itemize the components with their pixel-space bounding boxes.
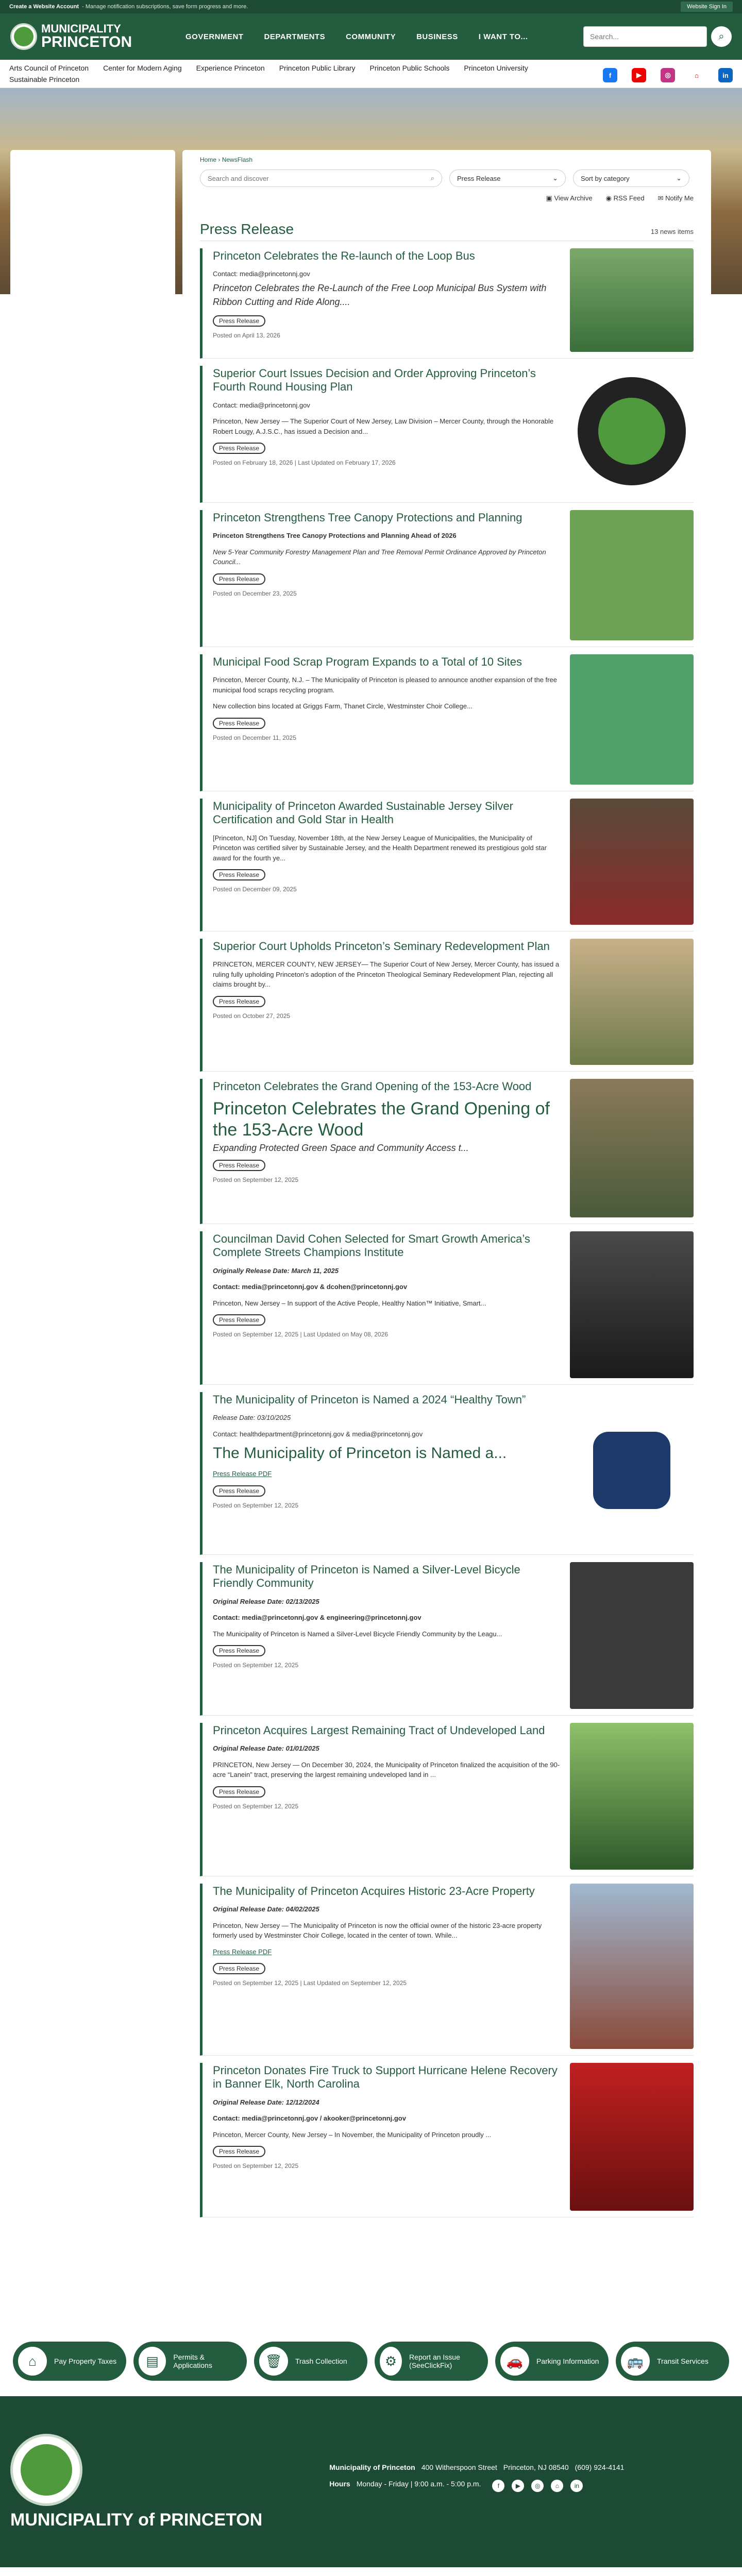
create-account-link[interactable]: Create a Website Account (9, 4, 79, 10)
nextdoor-icon[interactable]: ⌂ (551, 2480, 563, 2492)
news-item (200, 1079, 694, 1224)
service-transit[interactable]: 🚌 Transit Services (616, 2342, 729, 2381)
press-release-tag[interactable]: Press Release (213, 1786, 265, 1798)
news-title[interactable]: The Municipality of Princeton is Named a 2024 “Healthy Town” (213, 1393, 526, 1406)
tree-canopy-map-image[interactable] (570, 510, 694, 640)
linkedin-icon[interactable]: in (570, 2480, 583, 2492)
news-line: Original Release Date: 04/02/2025 (213, 1905, 319, 1913)
press-release-tag[interactable]: Press Release (213, 718, 265, 729)
news-item (200, 1884, 694, 2056)
posted-date: Posted on December 09, 2025 (213, 886, 297, 893)
sort-select[interactable]: Sort by category ⌄ (573, 170, 689, 187)
news-search-input[interactable]: Search and discover ⌕ (200, 170, 442, 187)
press-release-tag[interactable]: Press Release (213, 1485, 265, 1497)
news-line: [Princeton, NJ] On Tuesday, November 18th, at the New Jersey League of Municipalities, the Municipality of Princeton was certified silver by Sustainable Jersey, and the Health Department renewed its prestigious gold star award for the fourth ye... (213, 834, 547, 862)
news-line: Original Release Date: 02/13/2025 (213, 1597, 319, 1605)
news-item (200, 1562, 694, 1716)
youtube-icon[interactable]: ▶ (512, 2480, 524, 2492)
top-banner (0, 0, 742, 13)
news-title[interactable]: The Municipality of Princeton Acquires Historic 23-Acre Property (213, 1885, 535, 1897)
news-image[interactable] (570, 248, 694, 352)
forest-photo[interactable] (570, 1723, 694, 1870)
news-line: Princeton, Mercer County, New Jersey – In November, the Municipality of Princeton proudly ... (213, 2130, 492, 2139)
press-release-tag[interactable]: Press Release (213, 869, 265, 880)
public-health-logo[interactable] (570, 1392, 694, 1548)
view-archive-link[interactable]: ▣ View Archive (546, 194, 593, 202)
quick-link[interactable]: Center for Modern Aging (103, 64, 182, 72)
news-line: The Municipality of Princeton is Named a Silver-Level Bicycle Friendly Community by the Leagu... (213, 1630, 502, 1638)
search-icon: ⌕ (430, 174, 434, 182)
service-shortcuts (0, 2329, 742, 2396)
posted-date: Posted on October 27, 2025 (213, 1012, 291, 1020)
logo-line2: PRINCETON (41, 33, 132, 50)
press-release-tag[interactable]: Press Release (213, 1160, 265, 1171)
posted-date: Posted on April 13, 2026 (213, 331, 280, 339)
posted-date: Posted on September 12, 2025 (213, 1802, 299, 1810)
bell-icon: ✉ (657, 194, 666, 202)
car-icon: 🚗 (500, 2347, 529, 2376)
nav-i-want-to[interactable]: I WANT TO... (478, 32, 528, 41)
gear-icon: ⚙ (380, 2347, 402, 2376)
service-parking[interactable]: 🚗 Parking Information (495, 2342, 609, 2381)
news-line: Princeton, Mercer County, N.J. – The Municipality of Princeton is pleased to announce another expansion of the free municipal food scraps recycling program. (213, 676, 557, 694)
nextdoor-icon[interactable]: ⌂ (689, 68, 704, 82)
news-title[interactable]: Princeton Celebrates the Re-launch of the Loop Bus (213, 249, 475, 262)
news-line: The Municipality of Princeton is Named a... (213, 1445, 507, 1462)
service-pay-property-taxes[interactable]: ⌂ Pay Property Taxes (13, 2342, 126, 2381)
news-line: Originally Release Date: March 11, 2025 (213, 1266, 339, 1275)
posted-date: Posted on December 23, 2025 (213, 589, 297, 597)
sidebar (10, 150, 175, 2309)
posted-date: Posted on September 12, 2025 | Last Updated on September 12, 2025 (213, 1979, 407, 1987)
quick-links-bar (0, 60, 742, 88)
trash-icon: 🗑 (259, 2347, 288, 2376)
footer-phone[interactable]: (609) 924-4141 (575, 2463, 625, 2471)
footer-name: Municipality of Princeton (329, 2463, 415, 2471)
rss-icon: ◉ (605, 194, 614, 202)
press-release-tag[interactable]: Press Release (213, 443, 265, 454)
news-line: Contact: media@princetonnj.gov (213, 401, 310, 409)
news-line: PRINCETON, MERCER COUNTY, NEW JERSEY— The Superior Court of New Jersey, Mercer County, has issued a ruling fully upholding Princeton’s adoption of the Princeton Theological Seminary Redevelopment Plan, rejecting all claims brought by... (213, 960, 560, 989)
clipboard-icon: ▤ (139, 2347, 166, 2376)
bike-lane-photo[interactable] (570, 1562, 694, 1709)
news-line: Princeton, New Jersey — The Municipality of Princeton is now the official owner of the historic 23-acre property formerly used by Westminster Choir College, located in the center of town. While... (213, 1921, 542, 1940)
quick-link[interactable]: Experience Princeton (196, 64, 265, 72)
posted-date: Posted on September 12, 2025 (213, 2162, 299, 2170)
nav-departments[interactable]: DEPARTMENTS (264, 32, 326, 41)
news-line: PRINCETON, New Jersey — On December 30, 2024, the Municipality of Princeton finalized the acquisition of the 90-acre “Lanein” tract, preserving the largest remaining undeveloped land in ... (213, 1760, 560, 1779)
news-line: Original Release Date: 12/12/2024 (213, 2098, 319, 2106)
news-line: New 5-Year Community Forestry Management Plan and Tree Removal Permit Ordinance Approved by Princeton Council... (213, 548, 546, 566)
nav-community[interactable]: COMMUNITY (346, 32, 396, 41)
page-title: Press Release (200, 221, 294, 237)
pdf-link[interactable]: Press Release PDF (213, 1470, 272, 1478)
breadcrumb: Home › NewsFlash (200, 156, 253, 163)
posted-date: Posted on December 11, 2025 (213, 734, 296, 741)
breadcrumb-home[interactable]: Home (200, 156, 217, 163)
news-line: Princeton Celebrates the Grand Opening of the 153-Acre Wood (213, 1099, 550, 1140)
historic-building-photo[interactable] (570, 1884, 694, 2049)
site-logo[interactable] (10, 23, 180, 50)
instagram-icon[interactable]: ◎ (531, 2480, 544, 2492)
quick-link[interactable]: Sustainable Princeton (9, 75, 80, 83)
news-item (200, 510, 694, 647)
news-line: Release Date: 03/10/2025 (213, 1414, 291, 1422)
news-line: Contact: media@princetonnj.gov & engineering@princetonnj.gov (213, 1614, 421, 1622)
instagram-icon[interactable]: ◎ (661, 68, 675, 82)
news-line: New collection bins located at Griggs Farm, Thanet Circle, Westminster Choir College... (213, 702, 473, 710)
facebook-icon[interactable]: f (603, 68, 617, 82)
news-item (200, 654, 694, 791)
news-item (200, 799, 694, 931)
bus-icon: 🚌 (621, 2347, 650, 2376)
news-item (200, 939, 694, 1072)
house-dollar-icon: ⌂ (18, 2347, 47, 2376)
seminary-rendering-image[interactable] (570, 939, 694, 1065)
news-item (200, 1231, 694, 1385)
news-item (200, 2063, 694, 2217)
banner-subtitle: - Manage notification subscriptions, save form progress and more. (82, 4, 248, 10)
posted-date: Posted on September 12, 2025 (213, 1501, 299, 1509)
footer-seal-icon (10, 2434, 82, 2506)
news-title[interactable]: Princeton Strengthens Tree Canopy Protections and Planning (213, 511, 522, 524)
site-header (0, 13, 742, 60)
service-permits[interactable]: ▤ Permits & Applications (133, 2342, 247, 2381)
news-title[interactable]: Councilman David Cohen Selected for Smart Growth America’s Complete Streets Champions Institute (213, 1232, 530, 1259)
chevron-down-icon: ⌄ (552, 174, 558, 182)
news-title[interactable]: Princeton Donates Fire Truck to Support Hurricane Helene Recovery in Banner Elk, North Carolina (213, 2064, 558, 2091)
posted-date: Posted on September 12, 2025 | Last Updated on May 08, 2026 (213, 1331, 389, 1338)
news-line: Princeton, New Jersey – In support of the Active People, Healthy Nation™ Initiative, Smart... (213, 1299, 486, 1307)
footer-city: Princeton, NJ 08540 (503, 2463, 569, 2471)
quick-link[interactable]: Princeton Public Library (279, 64, 356, 72)
news-line: Princeton, New Jersey — The Superior Court of New Jersey, Law Division – Mercer County, through the Honorable Robert Lougy, A.J.S.C., has issued a Decision and... (213, 417, 554, 435)
news-title[interactable]: Princeton Acquires Largest Remaining Tract of Undeveloped Land (213, 1724, 545, 1737)
portrait-photo[interactable] (570, 1231, 694, 1378)
news-line: Original Release Date: 01/01/2025 (213, 1744, 319, 1753)
news-item (200, 1392, 694, 1555)
seal-image[interactable] (578, 377, 686, 485)
award-group-photo[interactable] (570, 799, 694, 925)
hours-label: Hours (329, 2480, 350, 2488)
footer-address: 400 Witherspoon Street (421, 2463, 497, 2471)
news-title[interactable]: Superior Court Upholds Princeton’s Seminary Redevelopment Plan (213, 940, 550, 953)
quick-link[interactable]: Princeton University (464, 64, 528, 72)
news-line: Contact: healthdepartment@princetonnj.gov & media@princetonnj.gov (213, 1430, 423, 1438)
chevron-down-icon: ⌄ (676, 174, 682, 182)
news-title[interactable]: The Municipality of Princeton is Named a Silver-Level Bicycle Friendly Community (213, 1563, 520, 1590)
facebook-icon[interactable]: f (492, 2480, 504, 2492)
main-nav (185, 32, 528, 41)
bottom-bar (0, 2567, 742, 2576)
quick-link[interactable]: Arts Council of Princeton (9, 64, 89, 72)
press-release-tag[interactable]: Press Release (213, 996, 265, 1007)
logo-line1: MUNICIPALITY (41, 22, 121, 35)
notify-me-link[interactable]: ✉ Notify Me (657, 194, 694, 202)
footer-brand: MUNICIPALITY of PRINCETON (10, 2510, 263, 2530)
search-icon[interactable]: ⌕ (711, 26, 732, 47)
pdf-link[interactable]: Press Release PDF (213, 1947, 272, 1956)
service-report-issue[interactable]: ⚙ Report an Issue (SeeClickFix) (375, 2342, 488, 2381)
posted-date: Posted on September 12, 2025 (213, 1176, 299, 1183)
press-release-tag[interactable]: Press Release (213, 573, 265, 585)
site-footer (0, 2396, 742, 2567)
press-release-tag[interactable]: Press Release (213, 1645, 265, 1656)
nav-business[interactable]: BUSINESS (416, 32, 458, 41)
main-content (182, 150, 711, 2309)
press-release-tag[interactable]: Press Release (213, 1963, 265, 1974)
press-release-tag[interactable]: Press Release (213, 1314, 265, 1326)
nav-government[interactable]: GOVERNMENT (185, 32, 244, 41)
food-scraps-bin-image[interactable] (570, 654, 694, 785)
news-title[interactable]: Municipality of Princeton Awarded Sustainable Jersey Silver Certification and Gold Star in Health (213, 800, 513, 826)
news-title[interactable]: Municipal Food Scrap Program Expands to a Total of 10 Sites (213, 655, 522, 668)
press-release-tag[interactable]: Press Release (213, 2146, 265, 2157)
news-item (200, 248, 694, 359)
press-release-tag[interactable]: Press Release (213, 315, 265, 327)
ribbon-cutting-photo[interactable] (570, 1079, 694, 1217)
news-line: Contact: media@princetonnj.gov & dcohen@princetonnj.gov (213, 1283, 408, 1291)
youtube-icon[interactable]: ▶ (632, 68, 646, 82)
news-line: Contact: media@princetonnj.gov / akooker@princetonnj.gov (213, 2114, 406, 2123)
posted-date: Posted on September 12, 2025 (213, 1662, 299, 1669)
news-item (200, 366, 694, 503)
archive-icon: ▣ (546, 194, 554, 202)
news-line: Princeton Celebrates the Re-Launch of the Free Loop Municipal Bus System with Ribbon Cutting and Ride Along.... (213, 282, 547, 307)
service-trash[interactable]: 🗑 Trash Collection (254, 2342, 367, 2381)
quick-link[interactable]: Princeton Public Schools (369, 64, 450, 72)
news-line: Princeton Strengthens Tree Canopy Protections and Planning Ahead of 2026 (213, 532, 457, 540)
website-sign-in-button[interactable]: Website Sign In (681, 2, 733, 12)
search-input[interactable] (583, 26, 707, 47)
news-line: Contact: media@princetonnj.gov (213, 270, 310, 278)
category-select[interactable]: Press Release ⌄ (449, 170, 566, 187)
news-item (200, 1723, 694, 1876)
hours-text: Monday - Friday | 9:00 a.m. - 5:00 p.m. (356, 2480, 481, 2488)
news-title[interactable]: Princeton Celebrates the Grand Opening of the 153-Acre Wood (213, 1080, 532, 1093)
breadcrumb-current[interactable]: NewsFlash (222, 156, 253, 163)
linkedin-icon[interactable]: in (718, 68, 733, 82)
news-count: 13 news items (650, 228, 694, 235)
fire-truck-photo[interactable] (570, 2063, 694, 2211)
rss-feed-link[interactable]: ◉ RSS Feed (605, 194, 645, 202)
news-line: Expanding Protected Green Space and Community Access t... (213, 1142, 469, 1153)
news-title[interactable]: Superior Court Issues Decision and Order Approving Princeton’s Fourth Round Housing Plan (213, 367, 536, 394)
posted-date: Posted on February 18, 2026 | Last Updated on February 17, 2026 (213, 459, 396, 467)
seal-icon (10, 23, 37, 50)
